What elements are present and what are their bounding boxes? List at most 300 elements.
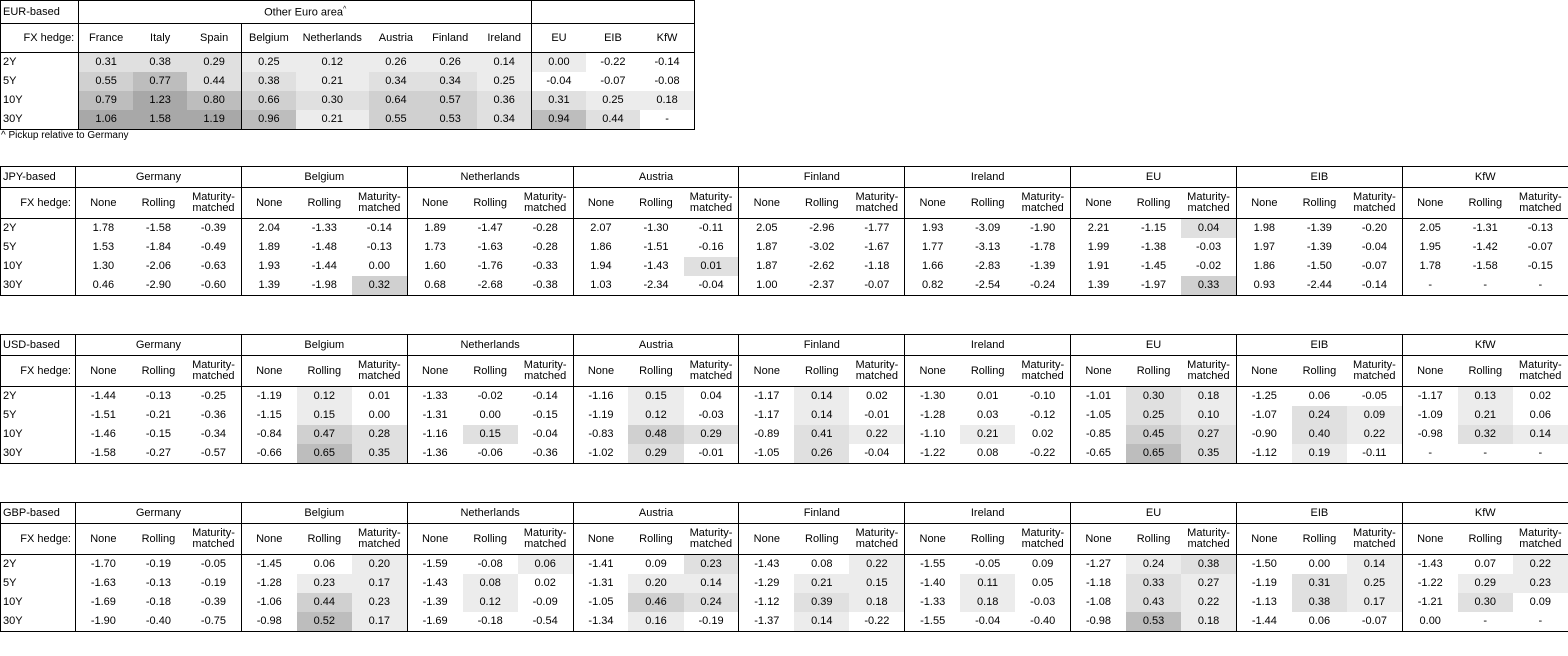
- data-cell: -0.60: [186, 276, 241, 296]
- data-cell: 0.55: [369, 110, 423, 130]
- data-cell: -0.05: [1347, 387, 1402, 407]
- data-cell: 0.77: [133, 72, 187, 91]
- issuer-group-header: EU: [1071, 167, 1237, 188]
- data-cell: 1.78: [1402, 257, 1457, 276]
- data-cell: -2.34: [628, 276, 683, 296]
- data-cell: 0.30: [1458, 593, 1513, 612]
- data-cell: 1.98: [1236, 219, 1291, 239]
- data-cell: -0.98: [241, 612, 296, 632]
- data-cell: 0.21: [960, 425, 1015, 444]
- data-cell: -1.43: [628, 257, 683, 276]
- data-cell: 0.04: [684, 387, 739, 407]
- data-cell: -1.78: [1015, 238, 1070, 257]
- data-cell: -0.90: [1236, 425, 1291, 444]
- eur-column-header: KfW: [640, 24, 694, 53]
- data-cell: -1.90: [1015, 219, 1070, 239]
- data-cell: -1.97: [1126, 276, 1181, 296]
- data-cell: 0.08: [960, 444, 1015, 464]
- eur-column-header: Belgium: [242, 24, 296, 53]
- data-cell: -: [1513, 612, 1568, 632]
- data-cell: 0.00: [532, 53, 586, 73]
- data-cell: -0.28: [518, 238, 573, 257]
- data-cell: 0.14: [794, 406, 849, 425]
- data-cell: 0.07: [1458, 555, 1513, 575]
- issuer-group-header: Ireland: [905, 503, 1071, 524]
- eur-based-table-wrapper: [0, 0, 695, 141]
- issuer-group-header: EIB: [1236, 503, 1402, 524]
- data-cell: -0.89: [739, 425, 794, 444]
- data-cell: -1.42: [1458, 238, 1513, 257]
- hedge-column-header: Rolling: [1458, 356, 1513, 387]
- data-cell: 0.22: [1513, 555, 1568, 575]
- data-cell: 0.05: [1015, 574, 1070, 593]
- issuer-group-header: Belgium: [241, 167, 407, 188]
- data-cell: -1.33: [905, 593, 960, 612]
- data-cell: 0.23: [684, 555, 739, 575]
- hedge-column-header: Rolling: [463, 188, 518, 219]
- hedge-column-header: None: [1071, 188, 1126, 219]
- data-cell: 0.00: [352, 257, 407, 276]
- data-cell: -0.57: [186, 444, 241, 464]
- data-cell: 0.53: [1126, 612, 1181, 632]
- data-cell: -1.44: [76, 387, 131, 407]
- row-label: 2Y: [1, 53, 79, 73]
- data-cell: 0.20: [352, 555, 407, 575]
- data-cell: 0.65: [297, 444, 352, 464]
- data-cell: -0.05: [186, 555, 241, 575]
- hedge-column-header: Maturity- matched: [1347, 188, 1402, 219]
- data-cell: 0.29: [187, 53, 241, 73]
- data-cell: -0.13: [131, 387, 186, 407]
- data-cell: 1.77: [905, 238, 960, 257]
- data-cell: 0.14: [684, 574, 739, 593]
- hedge-column-header: Maturity- matched: [518, 188, 573, 219]
- data-cell: -: [1513, 444, 1568, 464]
- data-cell: -0.36: [186, 406, 241, 425]
- issuer-group-header: Germany: [76, 335, 242, 356]
- data-cell: 1.60: [407, 257, 462, 276]
- data-cell: 0.27: [1181, 574, 1236, 593]
- issuer-group-header: Germany: [76, 167, 242, 188]
- data-cell: 0.03: [960, 406, 1015, 425]
- data-cell: -0.07: [1347, 612, 1402, 632]
- data-cell: -1.28: [905, 406, 960, 425]
- data-cell: 1.06: [79, 110, 133, 130]
- data-cell: -0.07: [849, 276, 904, 296]
- data-cell: -1.07: [1236, 406, 1291, 425]
- data-cell: -0.40: [1015, 612, 1070, 632]
- data-cell: -0.27: [131, 444, 186, 464]
- data-cell: 0.15: [849, 574, 904, 593]
- data-cell: -: [1513, 276, 1568, 296]
- issuer-group-header: KfW: [1402, 167, 1568, 188]
- data-cell: 0.14: [1513, 425, 1568, 444]
- data-cell: -: [1458, 276, 1513, 296]
- currency-base-label: JPY-based: [1, 167, 76, 188]
- fx-hedge-label: FX hedge:: [1, 188, 76, 219]
- hedge-column-header: None: [573, 188, 628, 219]
- usd-based-table: [0, 334, 1568, 464]
- data-cell: -0.05: [960, 555, 1015, 575]
- data-cell: 0.44: [187, 72, 241, 91]
- data-cell: -0.75: [186, 612, 241, 632]
- data-cell: 1.93: [241, 257, 296, 276]
- hedge-column-header: Maturity- matched: [849, 524, 904, 555]
- issuer-group-header: EIB: [1236, 335, 1402, 356]
- data-cell: 0.00: [1402, 612, 1457, 632]
- data-cell: -0.10: [1015, 387, 1070, 407]
- data-cell: -0.07: [1513, 238, 1568, 257]
- data-cell: 2.05: [1402, 219, 1457, 239]
- data-cell: -1.22: [905, 444, 960, 464]
- data-cell: -1.17: [739, 406, 794, 425]
- row-label: 10Y: [1, 91, 79, 110]
- data-cell: 0.44: [586, 110, 640, 130]
- data-cell: -1.70: [76, 555, 131, 575]
- data-cell: 0.10: [1181, 406, 1236, 425]
- table-row: [1, 219, 1568, 239]
- row-label: 5Y: [1, 574, 76, 593]
- hedge-column-header: Rolling: [463, 524, 518, 555]
- data-cell: 0.12: [628, 406, 683, 425]
- data-cell: 0.14: [1347, 555, 1402, 575]
- issuer-group-header: EU: [1071, 503, 1237, 524]
- data-cell: -1.17: [1402, 387, 1457, 407]
- data-cell: -0.03: [1181, 238, 1236, 257]
- data-cell: 1.03: [573, 276, 628, 296]
- data-cell: 0.33: [1181, 276, 1236, 296]
- hedge-column-header: Rolling: [1126, 356, 1181, 387]
- data-cell: -1.41: [573, 555, 628, 575]
- hedge-column-header: Rolling: [297, 356, 352, 387]
- eur-based-table: [0, 0, 695, 130]
- data-cell: 0.25: [1347, 574, 1402, 593]
- data-cell: 0.25: [1126, 406, 1181, 425]
- data-cell: 0.18: [1181, 612, 1236, 632]
- eur-column-header: Ireland: [477, 24, 531, 53]
- data-cell: -0.04: [849, 444, 904, 464]
- row-label: 2Y: [1, 219, 76, 239]
- data-cell: -1.90: [76, 612, 131, 632]
- hedge-column-header: None: [241, 356, 296, 387]
- hedge-column-header: Maturity- matched: [518, 356, 573, 387]
- data-cell: 0.35: [1181, 444, 1236, 464]
- data-cell: 0.01: [960, 387, 1015, 407]
- data-cell: 0.22: [1181, 593, 1236, 612]
- data-cell: -0.18: [131, 593, 186, 612]
- hedge-column-header: Maturity- matched: [352, 188, 407, 219]
- row-label: 10Y: [1, 593, 76, 612]
- row-label: 5Y: [1, 238, 76, 257]
- data-cell: -: [1402, 276, 1457, 296]
- row-label: 30Y: [1, 612, 76, 632]
- data-cell: -0.09: [518, 593, 573, 612]
- data-cell: 0.01: [684, 257, 739, 276]
- data-cell: 0.33: [1126, 574, 1181, 593]
- usd-based-table-wrapper: [0, 334, 1568, 464]
- data-cell: -1.46: [76, 425, 131, 444]
- data-cell: 0.23: [297, 574, 352, 593]
- data-cell: 0.06: [1292, 387, 1347, 407]
- hedge-column-header: None: [1071, 524, 1126, 555]
- data-cell: -1.69: [407, 612, 462, 632]
- hedge-column-header: Maturity- matched: [1015, 356, 1070, 387]
- data-cell: 0.26: [369, 53, 423, 73]
- hedge-column-header: Maturity- matched: [1513, 188, 1568, 219]
- eur-column-header: EU: [532, 24, 586, 53]
- issuer-group-header: Netherlands: [407, 503, 573, 524]
- hedge-column-header: Maturity- matched: [186, 188, 241, 219]
- data-cell: -1.40: [905, 574, 960, 593]
- data-cell: 0.31: [79, 53, 133, 73]
- data-cell: -1.28: [241, 574, 296, 593]
- data-cell: -1.58: [1458, 257, 1513, 276]
- hedge-column-header: Maturity- matched: [186, 356, 241, 387]
- data-cell: 0.09: [1513, 593, 1568, 612]
- data-cell: 0.02: [1015, 425, 1070, 444]
- data-cell: -1.16: [573, 387, 628, 407]
- data-cell: 0.36: [477, 91, 531, 110]
- issuer-group-header: EIB: [1236, 167, 1402, 188]
- data-cell: 0.22: [849, 555, 904, 575]
- hedge-column-header: None: [76, 356, 131, 387]
- data-cell: -1.13: [1236, 593, 1291, 612]
- data-cell: 0.02: [849, 387, 904, 407]
- hedge-column-header: None: [76, 524, 131, 555]
- data-cell: 0.38: [1181, 555, 1236, 575]
- data-cell: 0.38: [242, 72, 296, 91]
- hedge-column-header: Rolling: [1126, 524, 1181, 555]
- data-cell: 2.04: [241, 219, 296, 239]
- hedge-column-header: Rolling: [1292, 188, 1347, 219]
- eur-supra-group-header: [532, 1, 695, 24]
- data-cell: 0.20: [628, 574, 683, 593]
- data-cell: -0.04: [960, 612, 1015, 632]
- data-cell: -0.22: [849, 612, 904, 632]
- issuer-group-header: KfW: [1402, 503, 1568, 524]
- data-cell: -1.45: [241, 555, 296, 575]
- data-cell: -1.58: [131, 219, 186, 239]
- hedge-column-header: Rolling: [628, 356, 683, 387]
- data-cell: -0.39: [186, 219, 241, 239]
- data-cell: -0.07: [1347, 257, 1402, 276]
- data-cell: -1.67: [849, 238, 904, 257]
- hedge-column-header: None: [1402, 524, 1457, 555]
- data-cell: 0.29: [628, 444, 683, 464]
- other-euro-area-group-header: Other Euro area^: [79, 1, 532, 24]
- data-cell: -0.01: [849, 406, 904, 425]
- data-cell: -1.30: [628, 219, 683, 239]
- jpy-based-table-wrapper: [0, 166, 1568, 296]
- jpy-based-table: [0, 166, 1568, 296]
- data-cell: -0.11: [1347, 444, 1402, 464]
- data-cell: -1.39: [407, 593, 462, 612]
- data-cell: 0.16: [628, 612, 683, 632]
- data-cell: -0.02: [1181, 257, 1236, 276]
- data-cell: 0.53: [423, 110, 477, 130]
- hedge-column-header: Rolling: [1292, 356, 1347, 387]
- hedge-column-header: None: [905, 188, 960, 219]
- data-cell: 1.19: [187, 110, 241, 130]
- hedge-column-header: None: [573, 524, 628, 555]
- hedge-column-header: None: [241, 188, 296, 219]
- data-cell: 0.12: [463, 593, 518, 612]
- data-cell: -1.55: [905, 555, 960, 575]
- data-cell: 0.31: [532, 91, 586, 110]
- data-cell: 0.21: [296, 72, 369, 91]
- row-label: 30Y: [1, 444, 76, 464]
- data-cell: 1.94: [573, 257, 628, 276]
- hedge-column-header: Rolling: [131, 188, 186, 219]
- data-cell: 0.32: [352, 276, 407, 296]
- data-cell: 1.97: [1236, 238, 1291, 257]
- issuer-group-header: Ireland: [905, 167, 1071, 188]
- data-cell: 0.12: [296, 53, 369, 73]
- data-cell: 0.47: [297, 425, 352, 444]
- data-cell: -2.62: [794, 257, 849, 276]
- data-cell: -0.03: [1015, 593, 1070, 612]
- data-cell: -1.63: [76, 574, 131, 593]
- hedge-column-header: Maturity- matched: [352, 524, 407, 555]
- hedge-column-header: Rolling: [960, 356, 1015, 387]
- hedge-column-header: Maturity- matched: [1181, 188, 1236, 219]
- hedge-column-header: None: [1236, 356, 1291, 387]
- data-cell: -1.39: [1015, 257, 1070, 276]
- data-cell: -2.90: [131, 276, 186, 296]
- data-cell: 0.18: [1181, 387, 1236, 407]
- data-cell: -0.07: [586, 72, 640, 91]
- data-cell: 0.15: [297, 406, 352, 425]
- data-cell: 0.30: [1126, 387, 1181, 407]
- hedge-column-header: Rolling: [297, 524, 352, 555]
- data-cell: 0.04: [1181, 219, 1236, 239]
- data-cell: -1.48: [297, 238, 352, 257]
- data-cell: 0.31: [1292, 574, 1347, 593]
- hedge-column-header: Rolling: [1292, 524, 1347, 555]
- data-cell: -2.44: [1292, 276, 1347, 296]
- data-cell: -0.22: [1015, 444, 1070, 464]
- data-cell: 0.13: [1458, 387, 1513, 407]
- data-cell: -1.05: [1071, 406, 1126, 425]
- hedge-column-header: Rolling: [794, 524, 849, 555]
- data-cell: 1.66: [905, 257, 960, 276]
- data-cell: -1.31: [407, 406, 462, 425]
- data-cell: -1.15: [241, 406, 296, 425]
- hedge-column-header: None: [241, 524, 296, 555]
- data-cell: -1.19: [1236, 574, 1291, 593]
- row-label: 10Y: [1, 425, 76, 444]
- issuer-group-header: Austria: [573, 335, 739, 356]
- row-label: 2Y: [1, 555, 76, 575]
- data-cell: -1.55: [905, 612, 960, 632]
- data-cell: -3.02: [794, 238, 849, 257]
- data-cell: 0.94: [532, 110, 586, 130]
- data-cell: 0.41: [794, 425, 849, 444]
- issuer-group-header: Austria: [573, 503, 739, 524]
- hedge-column-header: Maturity- matched: [1181, 524, 1236, 555]
- eur-column-header: Italy: [133, 24, 187, 53]
- data-cell: 1.23: [133, 91, 187, 110]
- data-cell: -0.54: [518, 612, 573, 632]
- data-cell: -0.04: [684, 276, 739, 296]
- issuer-group-header: Netherlands: [407, 167, 573, 188]
- data-cell: -1.10: [905, 425, 960, 444]
- data-cell: -1.43: [407, 574, 462, 593]
- row-label: 30Y: [1, 110, 79, 130]
- data-cell: 0.66: [242, 91, 296, 110]
- hedge-column-header: None: [76, 188, 131, 219]
- table-row: [1, 406, 1568, 425]
- data-cell: -0.34: [186, 425, 241, 444]
- hedge-column-header: Rolling: [960, 188, 1015, 219]
- currency-base-label: GBP-based: [1, 503, 76, 524]
- data-cell: -1.63: [463, 238, 518, 257]
- data-cell: 1.95: [1402, 238, 1457, 257]
- data-cell: -1.01: [1071, 387, 1126, 407]
- data-cell: 0.02: [518, 574, 573, 593]
- data-cell: -: [640, 110, 694, 130]
- data-cell: -0.08: [640, 72, 694, 91]
- data-cell: 1.30: [76, 257, 131, 276]
- issuer-group-header: KfW: [1402, 335, 1568, 356]
- eur-fx-hedge-label: FX hedge:: [1, 24, 79, 53]
- data-cell: 0.14: [477, 53, 531, 73]
- data-cell: 0.80: [187, 91, 241, 110]
- data-cell: -0.06: [463, 444, 518, 464]
- data-cell: -1.15: [1126, 219, 1181, 239]
- data-cell: -1.05: [739, 444, 794, 464]
- hedge-column-header: None: [573, 356, 628, 387]
- hedge-column-header: None: [1402, 188, 1457, 219]
- data-cell: -1.16: [407, 425, 462, 444]
- data-cell: 0.09: [1347, 406, 1402, 425]
- eur-column-header: Spain: [187, 24, 241, 53]
- data-cell: 0.21: [794, 574, 849, 593]
- data-cell: -1.12: [1236, 444, 1291, 464]
- data-cell: -0.19: [684, 612, 739, 632]
- data-cell: 0.01: [352, 387, 407, 407]
- data-cell: 0.22: [849, 425, 904, 444]
- hedge-column-header: Maturity- matched: [1513, 524, 1568, 555]
- hedge-column-header: None: [905, 524, 960, 555]
- hedge-column-header: None: [905, 356, 960, 387]
- data-cell: -1.43: [1402, 555, 1457, 575]
- hedge-column-header: Maturity- matched: [1181, 356, 1236, 387]
- data-cell: 0.82: [905, 276, 960, 296]
- data-cell: -1.37: [739, 612, 794, 632]
- fx-hedge-label: FX hedge:: [1, 356, 76, 387]
- data-cell: -1.05: [573, 593, 628, 612]
- data-cell: 2.07: [573, 219, 628, 239]
- data-cell: -1.45: [1126, 257, 1181, 276]
- data-cell: -1.38: [1126, 238, 1181, 257]
- table-row: [1, 593, 1568, 612]
- data-cell: -1.06: [241, 593, 296, 612]
- hedge-column-header: None: [407, 188, 462, 219]
- data-cell: 0.18: [849, 593, 904, 612]
- data-cell: -1.22: [1402, 574, 1457, 593]
- data-cell: 0.06: [1513, 406, 1568, 425]
- row-label: 2Y: [1, 387, 76, 407]
- data-cell: 0.34: [369, 72, 423, 91]
- data-cell: 1.99: [1071, 238, 1126, 257]
- hedge-column-header: Rolling: [628, 188, 683, 219]
- data-cell: 0.44: [297, 593, 352, 612]
- hedge-column-header: None: [739, 524, 794, 555]
- data-cell: -1.59: [407, 555, 462, 575]
- data-cell: -0.15: [518, 406, 573, 425]
- table-row: [1, 444, 1568, 464]
